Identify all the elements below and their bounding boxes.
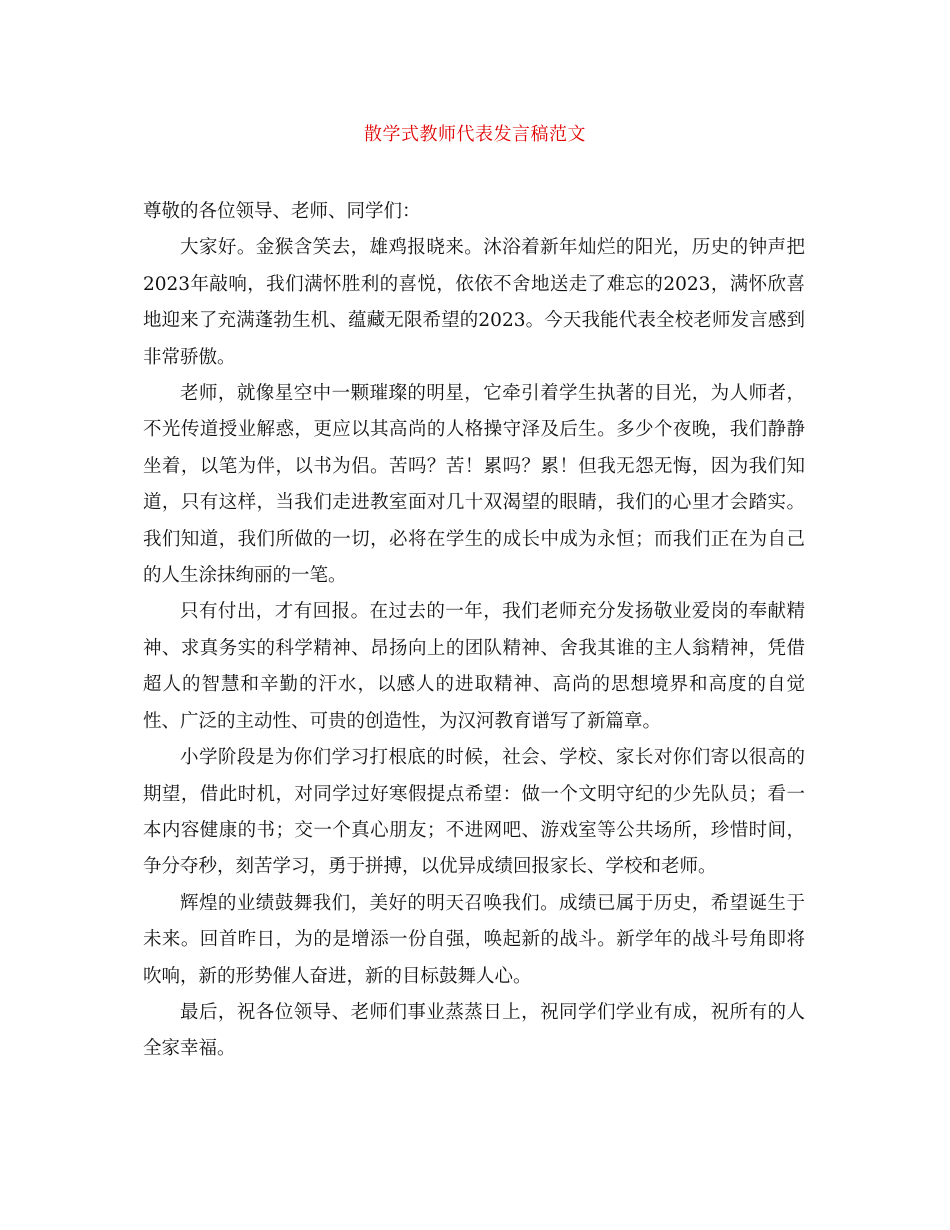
paragraph-greeting: 大家好。金猴含笑去，雄鸡报晓来。沐浴着新年灿烂的阳光，历史的钟声把2023年敲响，我们满怀胜利的喜悦，依依不舍地送走了难忘的2023，满怀欣喜地迎来了充满蓬勃生机、蕴藏无限希望的2023。今天我能代表全校老师发言感到非常骄傲。	[143, 237, 805, 368]
paragraph-hopes: 小学阶段是为你们学习打根底的时候，社会、学校、家长对你们寄以很高的期望，借此时机，对同学过好寒假提点希望：做一个文明守纪的少先队员；看一本内容健康的书；交一个真心朋友；不进网吧、游戏室等公共场所，珍惜时间，争分夺秒，刻苦学习，勇于拼搏，以优异成绩回报家长、学校和老师。	[143, 747, 805, 878]
salutation: 尊敬的各位领导、老师、同学们：	[143, 201, 421, 222]
paragraph-teacher: 老师，就像星空中一颗璀璨的明星，它牵引着学生执著的目光，为人师者，不光传道授业解惑，更应以其高尚的人格操守泽及后生。多少个夜晚，我们静静坐着，以笔为伴，以书为侣。苦吗？苦！累吗？累！但我无怨无悔，因为我们知道，只有这样，当我们走进教室面对几十双渴望的眼睛，我们的心里才会踏实。我们知道，我们所做的一切，必将在学生的成长中成为永恒；而我们正在为自己的人生涂抹绚丽的一笔。	[143, 383, 805, 587]
paragraph-achievement: 只有付出，才有回报。在过去的一年，我们老师充分发扬敬业爱岗的奉献精神、求真务实的科学精神、昂扬向上的团队精神、舍我其谁的主人翁精神，凭借超人的智慧和辛勤的汗水，以感人的进取精神、高尚的思想境界和高度的自觉性、广泛的主动性、可贵的创造性，为汉河教育谱写了新篇章。	[143, 601, 805, 732]
document-title: 散学式教师代表发言稿范文	[364, 124, 586, 145]
paragraph-future: 辉煌的业绩鼓舞我们，美好的明天召唤我们。成绩已属于历史，希望诞生于未来。回首昨日，为的是增添一份自强，唤起新的战斗。新学年的战斗号角即将吹响，新的形势催人奋进，新的目标鼓舞人心。	[143, 892, 805, 987]
paragraph-closing: 最后，祝各位领导、老师们事业蒸蒸日上，祝同学们学业有成，祝所有的人全家幸福。	[143, 1001, 805, 1060]
document-body	[143, 194, 805, 1068]
